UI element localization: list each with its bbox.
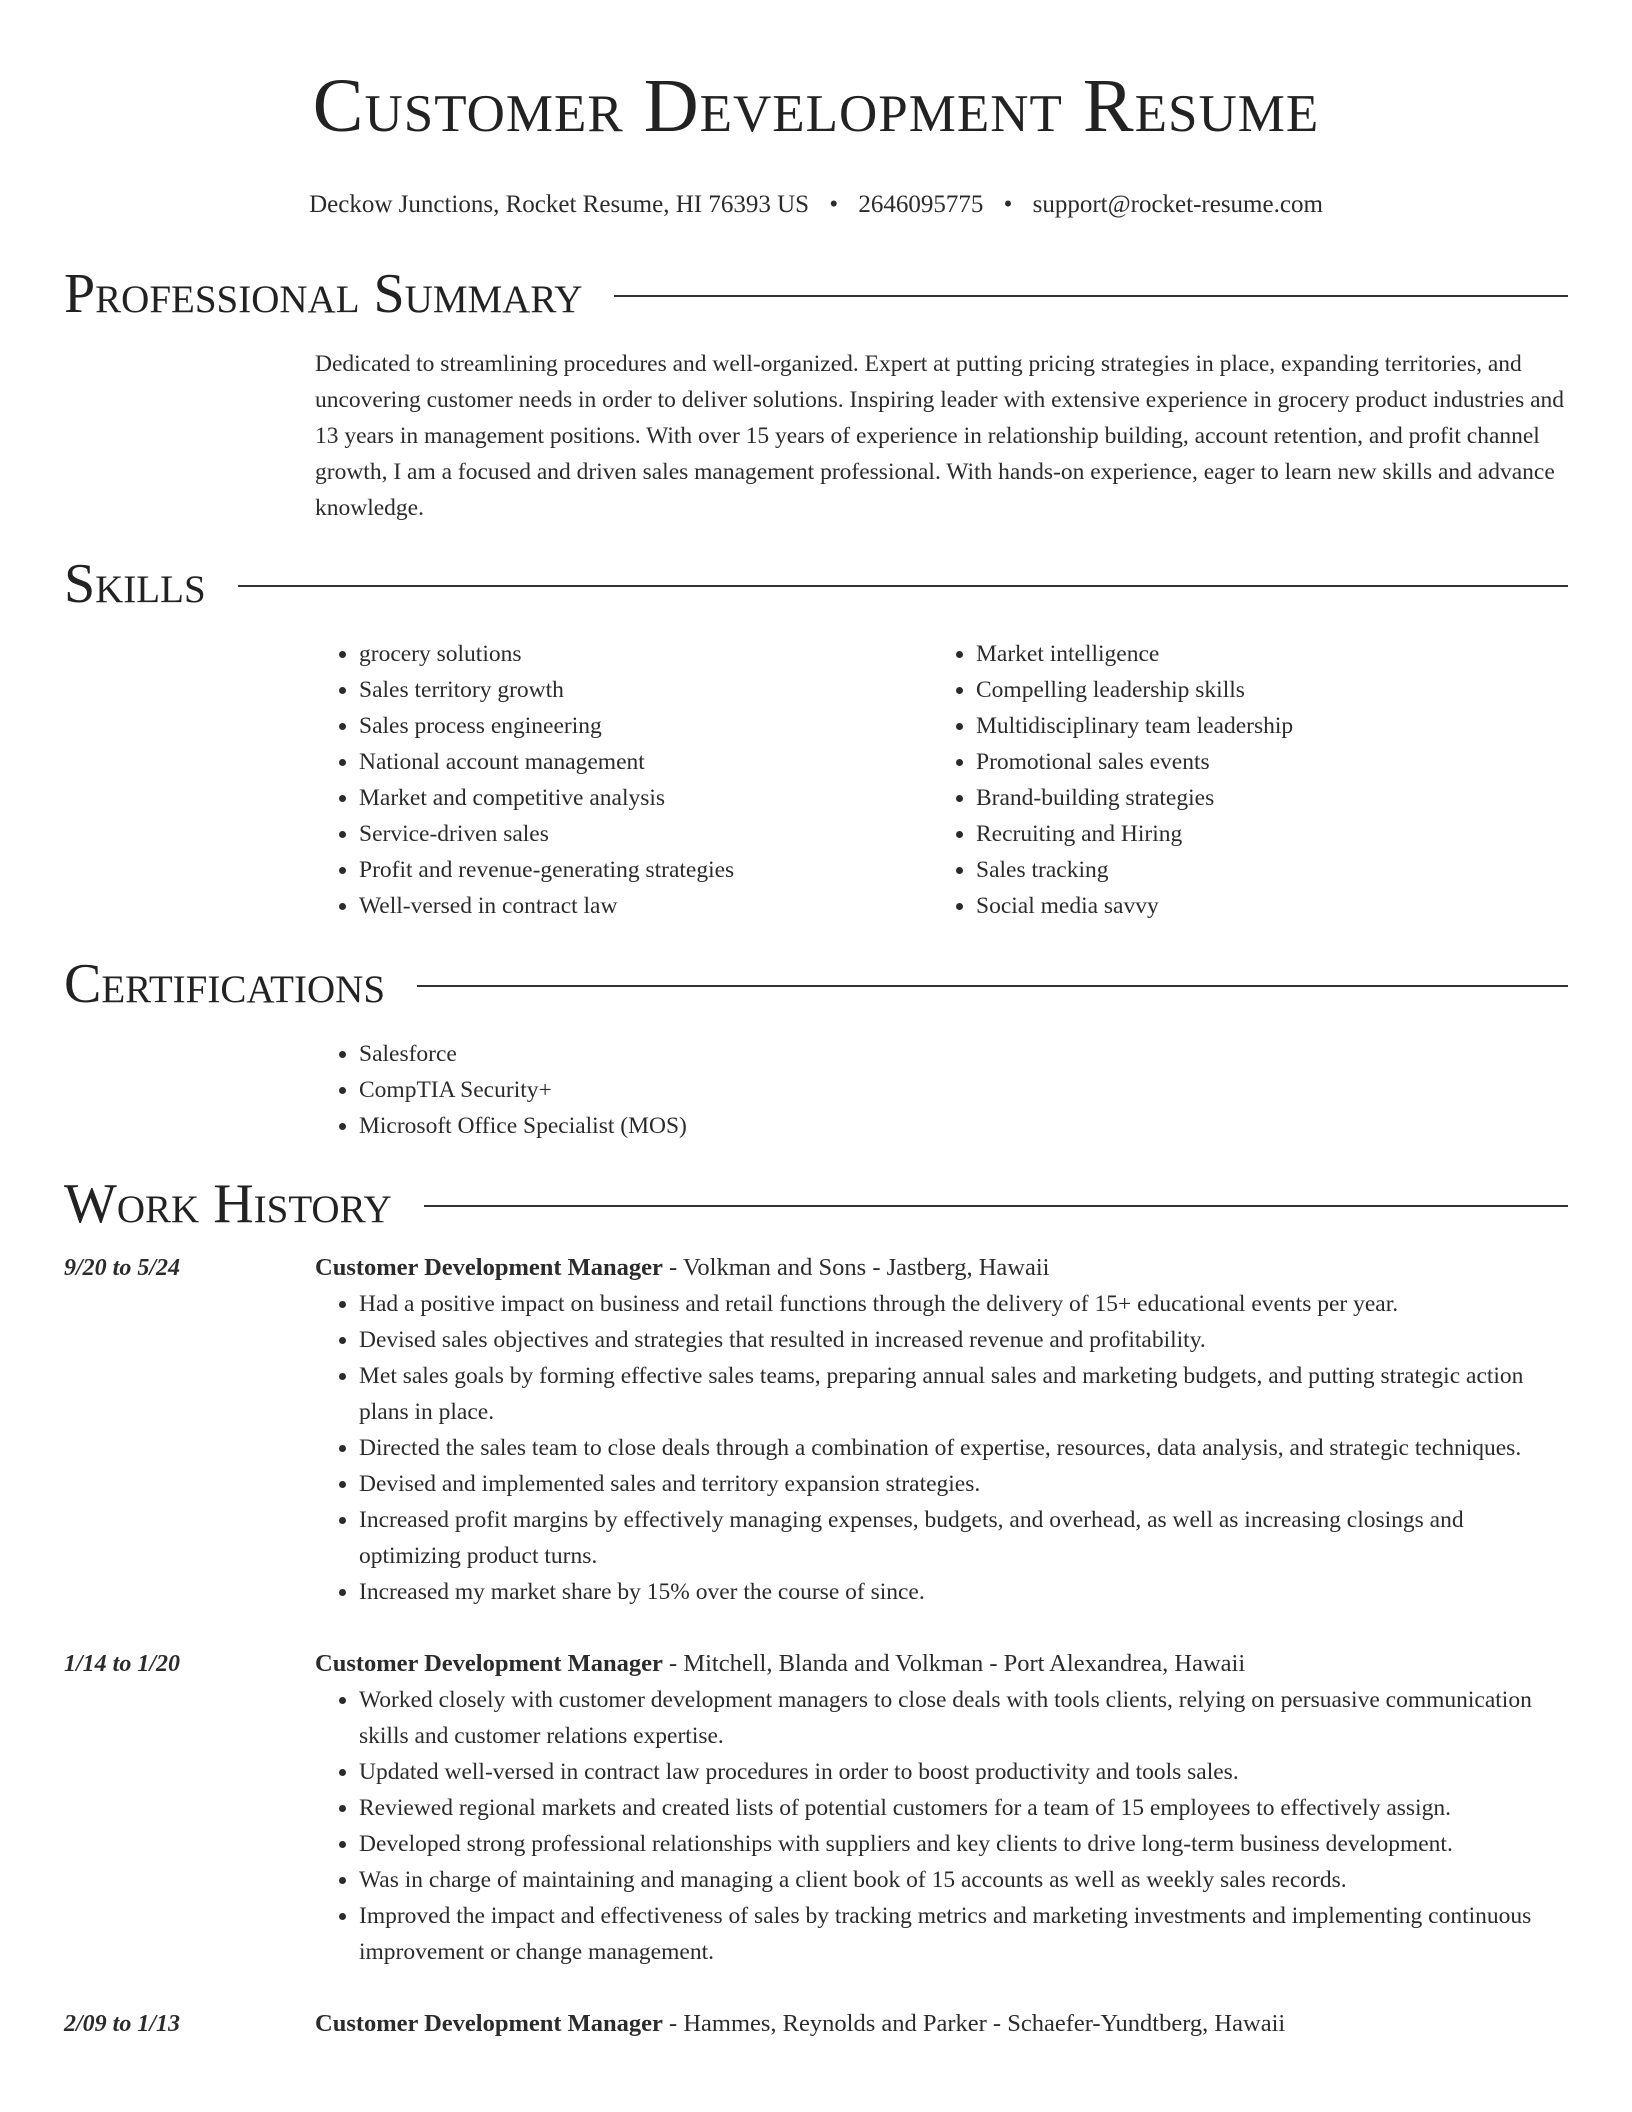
contact-separator: •: [829, 191, 839, 218]
section-divider: [424, 1205, 1568, 1207]
job-title: Customer Development Manager: [315, 1650, 663, 1677]
job-title: Customer Development Manager: [315, 2010, 663, 2037]
skills-heading-row: [64, 552, 1568, 616]
job-bullet: • Increased my market share by 15% over the course of since.: [359, 1574, 1568, 1610]
work-history-heading-row: [64, 1172, 1568, 1236]
job-dates: 1/14 to 1/20: [64, 1651, 181, 1677]
certification-item: • Salesforce: [359, 1036, 1568, 1072]
job-bullet: • Worked closely with customer development managers to close deals with tools clients, relying on persuasive communication skills and customer relations expertise.: [359, 1682, 1568, 1754]
job-bullet: • Improved the impact and effectiveness of sales by tracking metrics and marketing investments and implementing continuous improvement or change management.: [359, 1898, 1568, 1970]
certifications-heading: Certifications: [64, 953, 386, 1015]
job-entry: [64, 1250, 1568, 1610]
contact-email: support@rocket-resume.com: [1032, 191, 1323, 218]
job-bullet: • Devised and implemented sales and territory expansion strategies.: [359, 1466, 1568, 1502]
skills-heading: Skills: [64, 553, 206, 615]
skill-item: • National account management: [359, 744, 932, 780]
skill-item: • grocery solutions: [359, 636, 932, 672]
job-main: [315, 1250, 1568, 1610]
summary-body: [315, 346, 1568, 526]
skill-item: • Well-versed in contract law: [359, 888, 932, 924]
resume-title: Customer Development Resume: [312, 64, 1320, 148]
skill-item: • Sales territory growth: [359, 672, 932, 708]
work-history-section: [64, 1172, 1568, 2042]
job-bullet: • Updated well-versed in contract law procedures in order to boost productivity and tools sales.: [359, 1754, 1568, 1790]
job-employer-location: - Mitchell, Blanda and Volkman - Port Alexandrea, Hawaii: [662, 1650, 1246, 1677]
certifications-body: [315, 1036, 1568, 1144]
job-bullet: • Directed the sales team to close deals through a combination of expertise, resources, data analysis, and strategic techniques.: [359, 1430, 1568, 1466]
summary-heading-row: [64, 262, 1568, 326]
skill-item: • Market and competitive analysis: [359, 780, 932, 816]
certification-item: • Microsoft Office Specialist (MOS): [359, 1108, 1568, 1144]
skill-item: • Sales process engineering: [359, 708, 932, 744]
work-history-body: [64, 1250, 1568, 2042]
job-bullet: • Was in charge of maintaining and managing a client book of 15 accounts as well as weekly sales records.: [359, 1862, 1568, 1898]
work-history-heading: Work History: [64, 1173, 392, 1235]
job-bullet: • Developed strong professional relationships with suppliers and key clients to drive long-term business development.: [359, 1826, 1568, 1862]
job-bullets: [315, 1286, 1568, 1610]
skill-item: • Brand-building strategies: [976, 780, 1549, 816]
contact-address: Deckow Junctions, Rocket Resume, HI 76393 US: [309, 191, 810, 218]
skills-grid: [315, 636, 1568, 924]
certifications-list: [315, 1036, 1568, 1144]
skill-item: • Market intelligence: [976, 636, 1549, 672]
skill-item: • Service-driven sales: [359, 816, 932, 852]
skill-item: • Promotional sales events: [976, 744, 1549, 780]
skill-item: • Compelling leadership skills: [976, 672, 1549, 708]
job-bullet: • Had a positive impact on business and retail functions through the delivery of 15+ educational events per year.: [359, 1286, 1568, 1322]
certification-item: • CompTIA Security+: [359, 1072, 1568, 1108]
job-bullet: • Devised sales objectives and strategies that resulted in increased revenue and profitability.: [359, 1322, 1568, 1358]
job-entry: [64, 1646, 1568, 1970]
job-heading: [315, 2006, 1568, 2042]
skill-item: • Profit and revenue-generating strategies: [359, 852, 932, 888]
job-bullets: [315, 1682, 1568, 1970]
contact-phone: 2646095775: [858, 191, 984, 218]
certifications-section: [64, 952, 1568, 1144]
skills-section: [64, 552, 1568, 924]
job-bullet: • Reviewed regional markets and created lists of potential customers for a team of 15 employees to effectively assign.: [359, 1790, 1568, 1826]
section-divider: [417, 985, 1568, 987]
job-bullet: • Increased profit margins by effectively managing expenses, budgets, and overhead, as well as increasing closings and optimizing product turns.: [359, 1502, 1568, 1574]
job-bullet: • Met sales goals by forming effective sales teams, preparing annual sales and marketing budgets, and putting strategic action plans in place.: [359, 1358, 1568, 1430]
skills-list-left: [315, 636, 932, 924]
skills-body: [315, 636, 1568, 924]
job-main: [315, 1646, 1568, 1970]
skill-item: • Recruiting and Hiring: [976, 816, 1549, 852]
job-employer-location: - Volkman and Sons - Jastberg, Hawaii: [662, 1254, 1050, 1281]
skill-item: • Sales tracking: [976, 852, 1549, 888]
summary-text: Dedicated to streamlining procedures and well-organized. Expert at putting pricing strategies in place, expanding territories, and uncovering customer needs in order to deliver solutions. Inspiring leader with extensive experience in grocery product industries and 13 years in management positions. With over 15 years of experience in relationship building, account retention, and profit channel growth, I am a focused and driven sales management professional. With hands-on experience, eager to learn new skills and advance knowledge.: [315, 351, 1565, 521]
job-title: Customer Development Manager: [315, 1254, 663, 1281]
summary-section: [64, 262, 1568, 526]
job-dates: 2/09 to 1/13: [64, 2011, 181, 2037]
section-divider: [238, 585, 1568, 587]
skills-list-right: [932, 636, 1549, 924]
job-dates: 9/20 to 5/24: [64, 1255, 181, 1281]
job-heading: [315, 1250, 1568, 1286]
certifications-heading-row: [64, 952, 1568, 1016]
job-entry: [64, 2006, 1568, 2042]
summary-heading: Professional Summary: [64, 263, 583, 325]
skill-item: • Multidisciplinary team leadership: [976, 708, 1549, 744]
job-main: [315, 2006, 1568, 2042]
skill-item: • Social media savvy: [976, 888, 1549, 924]
contact-line: [64, 188, 1568, 222]
section-divider: [614, 295, 1568, 297]
job-heading: [315, 1646, 1568, 1682]
contact-separator: •: [1003, 191, 1013, 218]
job-employer-location: - Hammes, Reynolds and Parker - Schaefer-Yundtberg, Hawaii: [662, 2010, 1286, 2037]
